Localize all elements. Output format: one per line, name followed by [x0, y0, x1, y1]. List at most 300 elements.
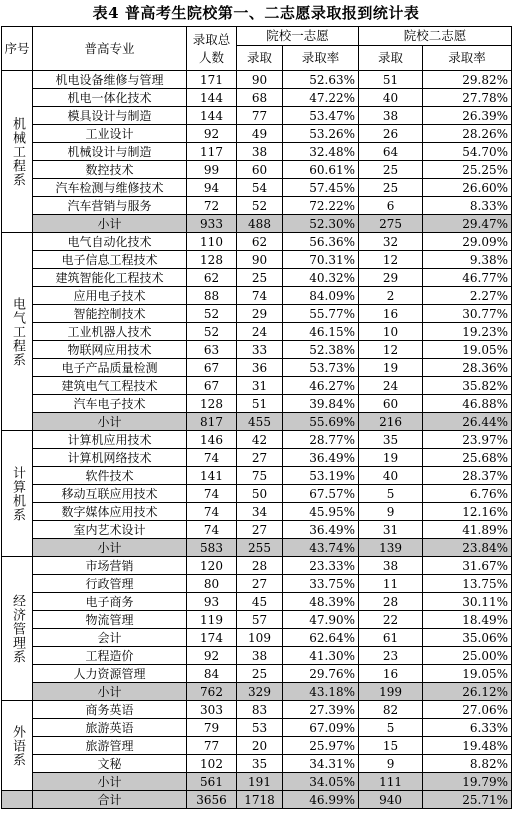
major-name: 建筑智能化工程技术	[33, 269, 187, 287]
first-choice-rate: 47.22%	[283, 89, 359, 107]
subtotal-second-rate: 26.12%	[423, 683, 512, 701]
second-choice-rate: 35.06%	[423, 629, 512, 647]
major-name: 电子产品质量检测	[33, 359, 187, 377]
second-choice-rate: 26.60%	[423, 179, 512, 197]
table-row	[2, 71, 512, 89]
table-row	[2, 755, 512, 773]
second-choice-admitted: 6	[359, 197, 423, 215]
major-name: 移动互联应用技术	[33, 485, 187, 503]
department-name: 计算机系	[2, 431, 33, 557]
first-choice-admitted: 24	[237, 323, 283, 341]
table-body	[2, 71, 512, 809]
table-row	[2, 485, 512, 503]
table-row	[2, 593, 512, 611]
first-choice-admitted: 25	[237, 665, 283, 683]
second-choice-rate: 19.05%	[423, 665, 512, 683]
total-admitted: 117	[187, 143, 237, 161]
table-row	[2, 233, 512, 251]
header-total: 录取总人数	[187, 27, 237, 71]
table-row	[2, 701, 512, 719]
first-choice-rate: 34.31%	[283, 755, 359, 773]
total-admitted: 79	[187, 719, 237, 737]
first-choice-admitted: 77	[237, 107, 283, 125]
second-choice-admitted: 29	[359, 269, 423, 287]
second-choice-admitted: 16	[359, 305, 423, 323]
first-choice-rate: 56.36%	[283, 233, 359, 251]
table-row	[2, 125, 512, 143]
second-choice-rate: 29.09%	[423, 233, 512, 251]
first-choice-admitted: 27	[237, 449, 283, 467]
table-row	[2, 107, 512, 125]
first-choice-admitted: 28	[237, 557, 283, 575]
second-choice-admitted: 12	[359, 341, 423, 359]
second-choice-rate: 12.16%	[423, 503, 512, 521]
header-second-choice: 院校二志愿	[359, 27, 512, 46]
second-choice-admitted: 9	[359, 503, 423, 521]
table-row	[2, 197, 512, 215]
major-name: 电子商务	[33, 593, 187, 611]
second-choice-rate: 30.11%	[423, 593, 512, 611]
second-choice-rate: 46.88%	[423, 395, 512, 413]
total-admitted: 102	[187, 755, 237, 773]
total-admitted: 92	[187, 125, 237, 143]
first-choice-rate: 36.49%	[283, 521, 359, 539]
subtotal-first-admitted: 455	[237, 413, 283, 431]
first-choice-rate: 67.57%	[283, 485, 359, 503]
first-choice-rate: 45.95%	[283, 503, 359, 521]
total-admitted: 128	[187, 395, 237, 413]
major-name: 软件技术	[33, 467, 187, 485]
second-choice-admitted: 24	[359, 377, 423, 395]
table-row	[2, 359, 512, 377]
subtotal-second-rate: 19.79%	[423, 773, 512, 791]
second-choice-admitted: 31	[359, 521, 423, 539]
second-choice-admitted: 26	[359, 125, 423, 143]
table-row	[2, 179, 512, 197]
header-seq: 序号	[2, 27, 33, 71]
table-row	[2, 467, 512, 485]
total-admitted: 128	[187, 251, 237, 269]
table-row	[2, 89, 512, 107]
major-name: 市场营销	[33, 557, 187, 575]
grand-total-row	[2, 791, 512, 809]
major-name: 汽车营销与服务	[33, 197, 187, 215]
first-choice-rate: 70.31%	[283, 251, 359, 269]
first-choice-admitted: 38	[237, 143, 283, 161]
first-choice-admitted: 25	[237, 269, 283, 287]
subtotal-total: 561	[187, 773, 237, 791]
second-choice-rate: 27.78%	[423, 89, 512, 107]
subtotal-second-admitted: 275	[359, 215, 423, 233]
first-choice-rate: 46.15%	[283, 323, 359, 341]
first-choice-admitted: 31	[237, 377, 283, 395]
major-name: 计算机网络技术	[33, 449, 187, 467]
first-choice-admitted: 27	[237, 521, 283, 539]
total-admitted: 144	[187, 89, 237, 107]
second-choice-admitted: 25	[359, 161, 423, 179]
subtotal-first-rate: 52.30%	[283, 215, 359, 233]
department-name: 机械工程系	[2, 71, 33, 233]
total-admitted: 67	[187, 377, 237, 395]
first-choice-admitted: 74	[237, 287, 283, 305]
first-choice-rate: 53.47%	[283, 107, 359, 125]
first-choice-admitted: 29	[237, 305, 283, 323]
first-choice-admitted: 33	[237, 341, 283, 359]
major-name: 汽车电子技术	[33, 395, 187, 413]
total-admitted: 99	[187, 161, 237, 179]
first-choice-rate: 36.49%	[283, 449, 359, 467]
total-admitted: 92	[187, 647, 237, 665]
table-title: 表4 普高考生院校第一、二志愿录取报到统计表	[92, 4, 420, 22]
first-choice-rate: 39.84%	[283, 395, 359, 413]
first-choice-rate: 52.63%	[283, 71, 359, 89]
major-name: 建筑电气工程技术	[33, 377, 187, 395]
first-choice-rate: 46.27%	[283, 377, 359, 395]
total-admitted: 110	[187, 233, 237, 251]
first-choice-admitted: 62	[237, 233, 283, 251]
department-name: 外语系	[2, 701, 33, 791]
second-choice-rate: 23.97%	[423, 431, 512, 449]
total-admitted: 94	[187, 179, 237, 197]
second-choice-rate: 31.67%	[423, 557, 512, 575]
second-choice-admitted: 60	[359, 395, 423, 413]
second-choice-rate: 35.82%	[423, 377, 512, 395]
total-admitted: 84	[187, 665, 237, 683]
table-row	[2, 647, 512, 665]
table-row	[2, 665, 512, 683]
major-name: 物联网应用技术	[33, 341, 187, 359]
department-name: 电气工程系	[2, 233, 33, 431]
total-admitted: 72	[187, 197, 237, 215]
second-choice-admitted: 15	[359, 737, 423, 755]
major-name: 工业机器人技术	[33, 323, 187, 341]
total-admitted: 146	[187, 431, 237, 449]
grand-total-second-rate: 25.71%	[423, 791, 512, 809]
second-choice-admitted: 19	[359, 449, 423, 467]
grand-total-label: 合计	[33, 791, 187, 809]
second-choice-rate: 25.00%	[423, 647, 512, 665]
table-row	[2, 377, 512, 395]
subtotal-row	[2, 215, 512, 233]
table-row	[2, 557, 512, 575]
total-admitted: 63	[187, 341, 237, 359]
subtotal-label: 小计	[33, 773, 187, 791]
first-choice-admitted: 83	[237, 701, 283, 719]
major-name: 工程造价	[33, 647, 187, 665]
total-admitted: 74	[187, 449, 237, 467]
first-choice-rate: 55.77%	[283, 305, 359, 323]
total-admitted: 93	[187, 593, 237, 611]
major-name: 文秘	[33, 755, 187, 773]
major-name: 人力资源管理	[33, 665, 187, 683]
grand-total-first-rate: 46.99%	[283, 791, 359, 809]
second-choice-rate: 46.77%	[423, 269, 512, 287]
second-choice-admitted: 5	[359, 485, 423, 503]
total-admitted: 62	[187, 269, 237, 287]
subtotal-second-admitted: 111	[359, 773, 423, 791]
first-choice-admitted: 50	[237, 485, 283, 503]
first-choice-admitted: 57	[237, 611, 283, 629]
first-choice-admitted: 109	[237, 629, 283, 647]
major-name: 电子信息工程技术	[33, 251, 187, 269]
subtotal-first-rate: 43.74%	[283, 539, 359, 557]
total-admitted: 52	[187, 323, 237, 341]
header-first-choice: 院校一志愿	[237, 27, 359, 46]
total-admitted: 74	[187, 521, 237, 539]
total-admitted: 303	[187, 701, 237, 719]
second-choice-admitted: 12	[359, 251, 423, 269]
table-row	[2, 629, 512, 647]
major-name: 物流管理	[33, 611, 187, 629]
second-choice-admitted: 2	[359, 287, 423, 305]
major-name: 机械设计与制造	[33, 143, 187, 161]
subtotal-first-rate: 55.69%	[283, 413, 359, 431]
major-name: 计算机应用技术	[33, 431, 187, 449]
second-choice-rate: 9.38%	[423, 251, 512, 269]
header-admit-2: 录取	[359, 46, 423, 71]
first-choice-rate: 28.77%	[283, 431, 359, 449]
second-choice-rate: 25.25%	[423, 161, 512, 179]
second-choice-rate: 2.27%	[423, 287, 512, 305]
first-choice-admitted: 90	[237, 71, 283, 89]
total-admitted: 119	[187, 611, 237, 629]
table-row	[2, 323, 512, 341]
first-choice-admitted: 90	[237, 251, 283, 269]
second-choice-rate: 13.75%	[423, 575, 512, 593]
second-choice-admitted: 38	[359, 557, 423, 575]
second-choice-admitted: 10	[359, 323, 423, 341]
admission-table	[1, 26, 512, 809]
first-choice-admitted: 38	[237, 647, 283, 665]
subtotal-first-admitted: 488	[237, 215, 283, 233]
first-choice-admitted: 60	[237, 161, 283, 179]
grand-total-first-admitted: 1718	[237, 791, 283, 809]
second-choice-rate: 19.23%	[423, 323, 512, 341]
table-row	[2, 521, 512, 539]
subtotal-total: 817	[187, 413, 237, 431]
header-rate-2: 录取率	[423, 46, 512, 71]
first-choice-rate: 29.76%	[283, 665, 359, 683]
header-rate-1: 录取率	[283, 46, 359, 71]
first-choice-rate: 32.48%	[283, 143, 359, 161]
total-admitted: 144	[187, 107, 237, 125]
total-admitted: 120	[187, 557, 237, 575]
subtotal-second-rate: 26.44%	[423, 413, 512, 431]
total-admitted: 171	[187, 71, 237, 89]
second-choice-admitted: 22	[359, 611, 423, 629]
subtotal-first-admitted: 191	[237, 773, 283, 791]
second-choice-rate: 26.39%	[423, 107, 512, 125]
major-name: 应用电子技术	[33, 287, 187, 305]
first-choice-rate: 62.64%	[283, 629, 359, 647]
subtotal-label: 小计	[33, 539, 187, 557]
header-major: 普高专业	[33, 27, 187, 71]
first-choice-admitted: 49	[237, 125, 283, 143]
first-choice-rate: 72.22%	[283, 197, 359, 215]
table-row	[2, 287, 512, 305]
subtotal-row	[2, 539, 512, 557]
second-choice-rate: 27.06%	[423, 701, 512, 719]
second-choice-admitted: 38	[359, 107, 423, 125]
major-name: 机电设备维修与管理	[33, 71, 187, 89]
major-name: 数字媒体应用技术	[33, 503, 187, 521]
subtotal-second-admitted: 139	[359, 539, 423, 557]
second-choice-admitted: 19	[359, 359, 423, 377]
table-row	[2, 143, 512, 161]
table-row	[2, 431, 512, 449]
second-choice-admitted: 40	[359, 467, 423, 485]
grand-total-seq	[2, 791, 33, 809]
table-row	[2, 737, 512, 755]
second-choice-admitted: 25	[359, 179, 423, 197]
first-choice-rate: 84.09%	[283, 287, 359, 305]
first-choice-rate: 27.39%	[283, 701, 359, 719]
table-row	[2, 251, 512, 269]
table-row	[2, 575, 512, 593]
total-admitted: 141	[187, 467, 237, 485]
second-choice-admitted: 16	[359, 665, 423, 683]
first-choice-admitted: 20	[237, 737, 283, 755]
second-choice-admitted: 51	[359, 71, 423, 89]
first-choice-admitted: 53	[237, 719, 283, 737]
table-row	[2, 341, 512, 359]
total-admitted: 52	[187, 305, 237, 323]
table-row	[2, 161, 512, 179]
subtotal-second-rate: 23.84%	[423, 539, 512, 557]
major-name: 会计	[33, 629, 187, 647]
subtotal-row	[2, 773, 512, 791]
subtotal-total: 933	[187, 215, 237, 233]
subtotal-first-rate: 34.05%	[283, 773, 359, 791]
total-admitted: 88	[187, 287, 237, 305]
total-admitted: 67	[187, 359, 237, 377]
total-admitted: 174	[187, 629, 237, 647]
second-choice-admitted: 61	[359, 629, 423, 647]
first-choice-rate: 52.38%	[283, 341, 359, 359]
table-row	[2, 611, 512, 629]
first-choice-rate: 67.09%	[283, 719, 359, 737]
department-name: 经济管理系	[2, 557, 33, 701]
first-choice-rate: 53.19%	[283, 467, 359, 485]
major-name: 商务英语	[33, 701, 187, 719]
subtotal-second-admitted: 216	[359, 413, 423, 431]
table-row	[2, 449, 512, 467]
second-choice-admitted: 23	[359, 647, 423, 665]
header-admit-1: 录取	[237, 46, 283, 71]
second-choice-admitted: 40	[359, 89, 423, 107]
major-name: 工业设计	[33, 125, 187, 143]
first-choice-admitted: 54	[237, 179, 283, 197]
first-choice-rate: 40.32%	[283, 269, 359, 287]
major-name: 旅游英语	[33, 719, 187, 737]
subtotal-label: 小计	[33, 683, 187, 701]
first-choice-rate: 23.33%	[283, 557, 359, 575]
table-row	[2, 305, 512, 323]
major-name: 机电一体化技术	[33, 89, 187, 107]
second-choice-rate: 29.82%	[423, 71, 512, 89]
second-choice-admitted: 64	[359, 143, 423, 161]
first-choice-admitted: 34	[237, 503, 283, 521]
major-name: 数控技术	[33, 161, 187, 179]
subtotal-first-admitted: 329	[237, 683, 283, 701]
first-choice-rate: 41.30%	[283, 647, 359, 665]
second-choice-rate: 28.37%	[423, 467, 512, 485]
second-choice-rate: 6.76%	[423, 485, 512, 503]
second-choice-rate: 28.36%	[423, 359, 512, 377]
first-choice-admitted: 36	[237, 359, 283, 377]
subtotal-row	[2, 413, 512, 431]
subtotal-total: 583	[187, 539, 237, 557]
second-choice-rate: 6.33%	[423, 719, 512, 737]
second-choice-rate: 54.70%	[423, 143, 512, 161]
major-name: 模具设计与制造	[33, 107, 187, 125]
subtotal-second-rate: 29.47%	[423, 215, 512, 233]
first-choice-rate: 47.90%	[283, 611, 359, 629]
total-admitted: 77	[187, 737, 237, 755]
first-choice-admitted: 75	[237, 467, 283, 485]
second-choice-rate: 8.82%	[423, 755, 512, 773]
second-choice-admitted: 35	[359, 431, 423, 449]
subtotal-label: 小计	[33, 413, 187, 431]
second-choice-admitted: 82	[359, 701, 423, 719]
second-choice-admitted: 32	[359, 233, 423, 251]
first-choice-rate: 53.26%	[283, 125, 359, 143]
major-name: 室内艺术设计	[33, 521, 187, 539]
second-choice-admitted: 11	[359, 575, 423, 593]
major-name: 旅游管理	[33, 737, 187, 755]
second-choice-admitted: 5	[359, 719, 423, 737]
first-choice-rate: 48.39%	[283, 593, 359, 611]
second-choice-rate: 18.49%	[423, 611, 512, 629]
subtotal-first-rate: 43.18%	[283, 683, 359, 701]
first-choice-admitted: 35	[237, 755, 283, 773]
subtotal-second-admitted: 199	[359, 683, 423, 701]
major-name: 汽车检测与维修技术	[33, 179, 187, 197]
first-choice-admitted: 52	[237, 197, 283, 215]
table-row	[2, 269, 512, 287]
first-choice-admitted: 45	[237, 593, 283, 611]
second-choice-admitted: 28	[359, 593, 423, 611]
subtotal-label: 小计	[33, 215, 187, 233]
total-admitted: 74	[187, 503, 237, 521]
first-choice-admitted: 68	[237, 89, 283, 107]
second-choice-rate: 8.33%	[423, 197, 512, 215]
subtotal-first-admitted: 255	[237, 539, 283, 557]
first-choice-admitted: 27	[237, 575, 283, 593]
table-row	[2, 395, 512, 413]
grand-total-total: 3656	[187, 791, 237, 809]
subtotal-row	[2, 683, 512, 701]
major-name: 行政管理	[33, 575, 187, 593]
second-choice-rate: 41.89%	[423, 521, 512, 539]
subtotal-total: 762	[187, 683, 237, 701]
first-choice-rate: 33.75%	[283, 575, 359, 593]
first-choice-admitted: 51	[237, 395, 283, 413]
first-choice-rate: 57.45%	[283, 179, 359, 197]
total-admitted: 80	[187, 575, 237, 593]
second-choice-rate: 30.77%	[423, 305, 512, 323]
first-choice-rate: 60.61%	[283, 161, 359, 179]
second-choice-rate: 19.48%	[423, 737, 512, 755]
second-choice-rate: 28.26%	[423, 125, 512, 143]
first-choice-rate: 53.73%	[283, 359, 359, 377]
second-choice-admitted: 9	[359, 755, 423, 773]
table-row	[2, 503, 512, 521]
table-row	[2, 719, 512, 737]
second-choice-rate: 25.68%	[423, 449, 512, 467]
grand-total-second-admitted: 940	[359, 791, 423, 809]
first-choice-admitted: 42	[237, 431, 283, 449]
